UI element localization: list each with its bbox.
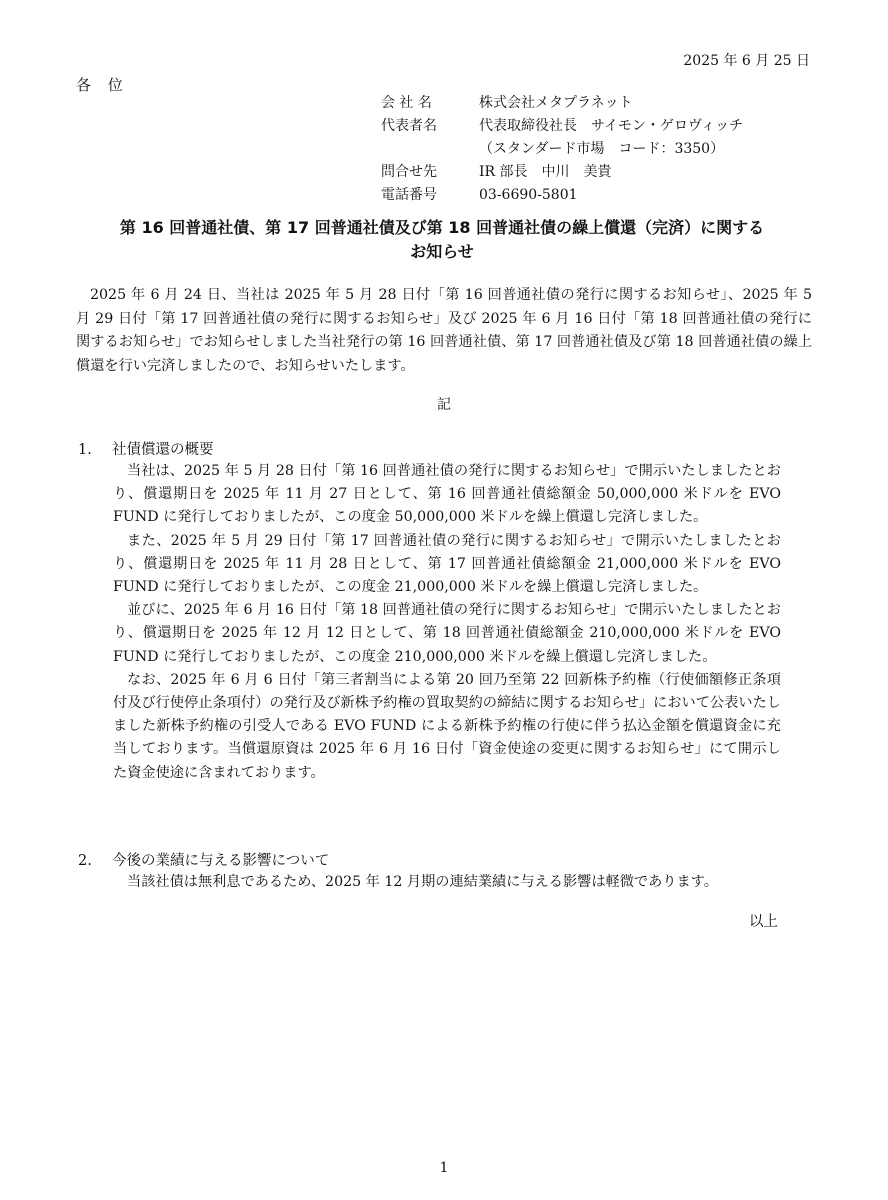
section-1-paragraph-3: 並びに、2025 年 6 月 16 日付「第 18 回普通社債の発行に関するお知らせ」で開示いたしましたとおり、償還期日を 2025 年 12 月 12 日として、第 18 回普通社債総額金 210,000,000 米ドルを EVO FUND に発行しておりましたが、この度金 210,000,000 米ドルを繰上償還し完済しました。: [113, 602, 781, 665]
contact-label: 問合せ先: [381, 164, 437, 180]
company-name-row: [381, 92, 743, 115]
phone-label: 電話番号: [381, 187, 437, 203]
section-2-number: 2.: [78, 853, 92, 869]
section-1-number: 1.: [78, 442, 92, 458]
ki-marker: 記: [437, 397, 451, 413]
document-date: 2025 年 6 月 25 日: [683, 53, 810, 69]
closing-mark: 以上: [749, 914, 778, 930]
addressee: 各 位: [76, 76, 129, 94]
contact-row: [381, 161, 743, 184]
contact-value: IR 部長 中川 美貴: [479, 164, 612, 180]
section-2-paragraph-1: 当該社債は無利息であるため、2025 年 12 月期の連結業績に与える影響は軽微であります。: [127, 874, 718, 890]
company-info-block: [381, 92, 743, 207]
section-1-paragraph-4: なお、2025 年 6 月 6 日付「第三者割当による第 20 回乃至第 22 回新株予約権（行使価額修正条項付及び行使停止条項付）の発行及び新株予約権の買取契約の締結に関するお知らせ」において公表いたしました新株予約権の引受人である EVO FUND による新株予約権の行使に伴う払込金額を償還資金に充当しております。当償還原資は 2025 年 6 月 16 日付「資金使途の変更に関するお知らせ」にて開示した資金使途に含まれております。: [113, 671, 781, 781]
section-2-body: [113, 871, 781, 894]
market-code-value: （スタンダード市場 コード：3350）: [479, 141, 725, 157]
section-1-title: 社債償還の概要: [112, 442, 214, 458]
market-code-row: [381, 138, 743, 161]
company-name-label: 会 社 名: [381, 95, 432, 111]
section-2-heading: [78, 849, 329, 870]
section-1-paragraph-2: また、2025 年 5 月 29 日付「第 17 回普通社債の発行に関するお知らせ」で開示いたしましたとおり、償還期日を 2025 年 11 月 28 日として、第 17 回普通社債総額金 21,000,000 米ドルを EVO FUND に発行しておりましたが、この度金 21,000,000 米ドルを繰上償還し完済しました。: [113, 532, 781, 596]
section-2-title: 今後の業績に与える影響について: [112, 853, 330, 869]
representative-value: 代表取締役社長 サイモン・ゲロヴィッチ: [479, 118, 744, 134]
phone-row: [381, 184, 743, 207]
phone-value: 03-6690-5801: [479, 187, 578, 203]
representative-row: [381, 115, 743, 138]
representative-label: 代表者名: [381, 118, 437, 134]
title-line-1: 第 16 回普通社債、第 17 回普通社債及び第 18 回普通社債の繰上償還（完済）に関する: [119, 218, 765, 237]
document-title: [60, 216, 824, 264]
intro-paragraph: 2025 年 6 月 24 日、当社は 2025 年 5 月 28 日付「第 16 回普通社債の発行に関するお知らせ」、2025 年 5 月 29 日付「第 17 回普通社債の発行に関するお知らせ」及び 2025 年 6 月 16 日付「第 18 回普通社債の発行に関するお知らせ」でお知らせしました当社発行の第 16 回普通社債、第 17 回普通社債及び第 18 回普通社債の繰上償還を行い完済しましたので、お知らせいたします。: [76, 287, 812, 374]
section-1-paragraph-1: 当社は、2025 年 5 月 28 日付「第 16 回普通社債の発行に関するお知らせ」で開示いたしましたとおり、償還期日を 2025 年 11 月 27 日として、第 16 回普通社債総額金 50,000,000 米ドルを EVO FUND に発行しておりましたが、この度金 50,000,000 米ドルを繰上償還し完済しました。: [113, 463, 781, 526]
company-name-value: 株式会社メタプラネット: [479, 95, 633, 111]
page-number: 1: [439, 1160, 449, 1176]
section-1-body: [113, 460, 781, 785]
title-line-2: お知らせ: [410, 242, 474, 261]
section-1-heading: [78, 438, 214, 459]
